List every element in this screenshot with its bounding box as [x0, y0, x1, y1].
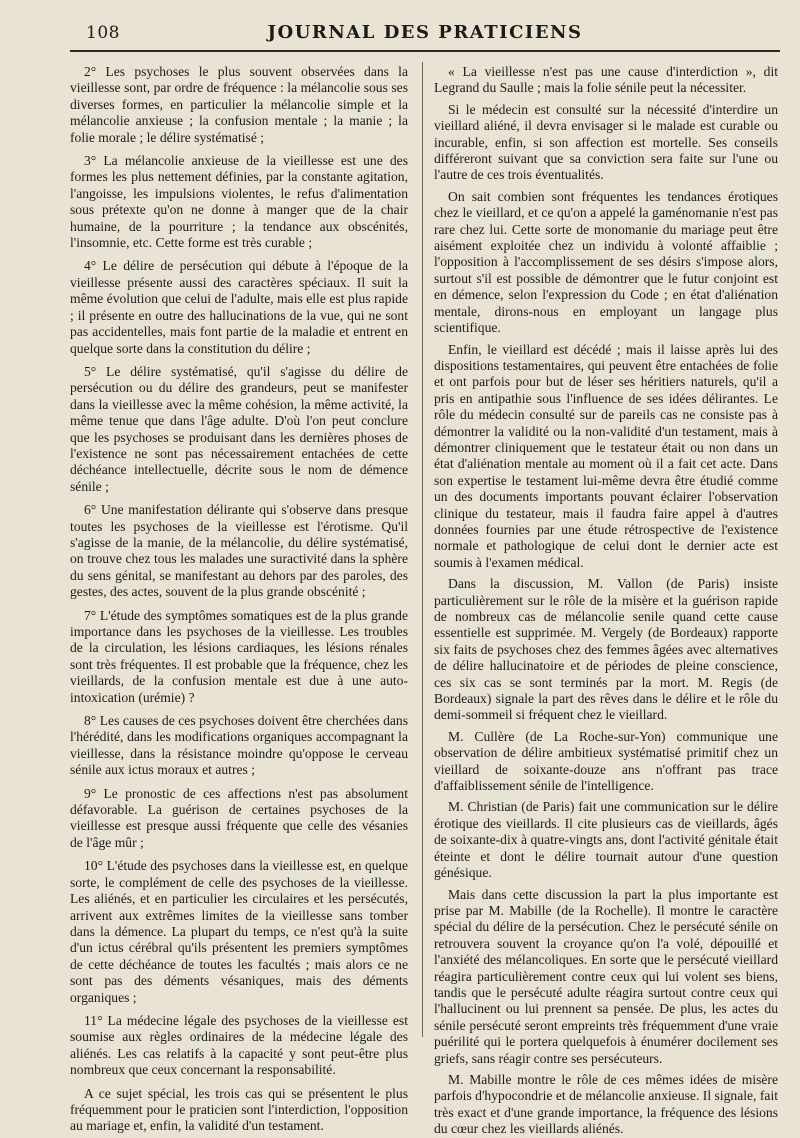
paragraph: On sait combien sont fréquentes les tendances érotiques chez le vieillard, et ce qu'on a appelé la gaménomanie n'est pas rare chez lui. Cette sorte de monomanie du mariage peut être aisément exploitée chez un individu à volonté affaiblie ; l'opposition à l'accomplissement de ses désirs s'impose alors, surtout s'il est possible de démontrer que le futur conjoint est en démence, selon l'expression du Code ; en état d'aliénation mentale, dirons-nous en employant un langage plus scientifique. — [434, 188, 778, 336]
header-rule — [70, 50, 780, 52]
paragraph: A ce sujet spécial, les trois cas qui se présentent le plus fréquemment pour le praticien sont l'interdiction, l'opposition au mariage et, enfin, la validité d'un testament. — [70, 1085, 408, 1134]
paragraph: 7° L'étude des symptômes somatiques est de la plus grande importance dans les psychoses de la vieillesse. Les troubles de la circulation, les lésions cardiaques, les lésions rénales sont très fréquentes. Il est probable que la fréquence, chez les vieillards, de la confusion mentale est due à une auto-intoxication (urémie) ? — [70, 607, 408, 705]
paragraph: 2° Les psychoses le plus souvent observées dans la vieillesse sont, par ordre de fréquence : la mélancolie sous ses diverses formes, en particulier la mélancolie simple et la mélancolie anxieuse ; la confusion mentale ; la manie ; la folie morale ; le délire systématisé ; — [70, 64, 408, 145]
paragraph: 10° L'étude des psychoses dans la vieillesse est, en quelque sorte, le complément de celle des psychoses de la vieillesse. Les aliénés, et en particulier les circulaires et les persécutés, arrivent aux extrêmes limites de la vieillesse sans tomber dans la démence. La plupart du temps, ce n'est qu'à la suite d'un ictus cérébral qu'ils présentent les premiers symptômes de cette déchéance de toutes les facultés ; mais alors ce ne sont pas des déments vésaniques, mais des déments organiques ; — [70, 858, 408, 1005]
journal-title: JOURNAL DES PRATICIENS — [267, 22, 583, 43]
paragraph: Mais dans cette discussion la part la plus importante est prise par M. Mabille (de la Rochelle). Il montre le caractère spécial du délire de la persécution. Chez le persécuté sénile on retrouvera souvent la croyance qu'on l'a volé, dépouillé et l'anxiété des mélancoliques. En sorte que le persécuté vieillard réagira particulièrement contre ceux qui lui volent ses biens, tandis que le persécuté adulte réagira surtout contre ceux qui l'hallucinent ou lui prennent sa pensée. De plus, les actes du sénile persécuté seront empreints très fréquemment d'une vraie puérilité qui le portera quelquefois à énumérer docilement ses griefs, sans réagir contre ses persécuteurs. — [434, 886, 778, 1066]
paragraph: 5° Le délire systématisé, qu'il s'agisse du délire de persécution ou du délire des grandeurs, peut se manifester dans la vieillesse avec la même cohésion, la même activité, la même tenue que dans l'âge adulte. D'où l'on peut conclure que les psychoses se produisant dans les dernières phoses de l'existence ne sont pas nécessairement entachées de cette déchéance intellectuelle, décrite sous le nom de démence sénile ; — [70, 363, 408, 494]
column-divider — [422, 62, 423, 1037]
paragraph: M. Cullère (de La Roche-sur-Yon) communique une observation de délire ambitieux systématisé primitif chez un vieillard de soixante-douze ans n'offrant pas trace d'affaiblissement sénile de l'intelligence. — [434, 728, 778, 794]
paragraph: 4° Le délire de persécution qui débute à l'époque de la vieillesse présente aussi des caractères spéciaux. Il suit la même évolution que celui de l'adulte, mais elle est plus rapide ; il présente en outre des hallucinations de la vue, qui ne sont pas accidentelles, mais font partie de la maladie et entrent en quelque sorte dans la constitution du délire ; — [70, 258, 408, 356]
left-column — [70, 64, 408, 1134]
page-header — [70, 20, 780, 46]
paragraph: Enfin, le vieillard est décédé ; mais il laisse après lui des dispositions testamentaires, qui peuvent être entachées de folie et ont parfois pour but de léser ses héritiers naturels, qu'il a pris en antipathie sous l'influence de ses idées délirantes. Le rôle du médecin consulté sur de pareils cas ne consiste pas à démontrer la validité ou la non-validité d'un testament, mais à démontrer cliniquement que le testateur était ou non dans un état d'aliénation mentale au moment où il a fait cet acte. Dans son expertise le testament lui-même devra être étudié comme un des documents importants pouvant éclairer l'observation clinique du testateur, mais il faudra faire appel à d'autres données fournies par une étude rétrospective de l'existence normale et pathologique de celui dont le dernier acte est soumis à l'examen médical. — [434, 341, 778, 570]
paragraph: M. Mabille montre le rôle de ces mêmes idées de misère parfois d'hypocondrie et de mélancolie anxieuse. Il signale, fait très exact et d'une grande importance, la fréquence des lésions du cœur chez les vieillards aliénés. — [434, 1071, 778, 1137]
paragraph: 9° Le pronostic de ces affections n'est pas absolument défavorable. La guérison de certaines psychoses de la vieillesse est presque aussi fréquente que celle des vésanies de l'âge mûr ; — [70, 785, 408, 850]
paragraph: « La vieillesse n'est pas une cause d'interdiction », dit Legrand du Saulle ; mais la folie sénile peut la nécessiter. — [434, 64, 778, 96]
right-column — [434, 64, 778, 1137]
paragraph: 3° La mélancolie anxieuse de la vieillesse est une des formes les plus nettement définies, par la constante agitation, l'angoisse, les impulsions violentes, le refus d'alimentation sous prétexte qu'on ne donne à manger que de la chair humaine, de la pourriture ; la tendance aux obscénités, l'insomnie, etc. Cette forme est très curable ; — [70, 153, 408, 251]
paragraph: Si le médecin est consulté sur la nécessité d'interdire un vieillard aliéné, il devra envisager si le malade est curable ou incurable, enfin, si son affection est mortelle. Ses conseils différeront suivant que sa conviction sera faite sur l'une ou l'autre de ces trois éventualités. — [434, 101, 778, 183]
paragraph: 8° Les causes de ces psychoses doivent être cherchées dans l'hérédité, dans les modifications organiques accompagnant la vieillesse, dans la résistance moindre qu'oppose le cerveau sénile aux ictus moraux et autres ; — [70, 713, 408, 778]
paragraph: Dans la discussion, M. Vallon (de Paris) insiste particulièrement sur le rôle de la misère et la guérison rapide de nombreux cas de mélancolie senile quand cette cause essentielle est supprimée. M. Vergely (de Bordeaux) rapporte six faits de psychoses chez des femmes âgées avec alternatives de délire hallucinatoire et de périodes de pleine conscience, ces six cas se sont terminés par la mort. M. Regis (de Bordeaux) signale la part des rêves dans le délire et le rôle du demi-sommeil si fréquent chez le vieillard. — [434, 576, 778, 723]
paragraph: 6° Une manifestation délirante qui s'observe dans presque toutes les psychoses de la vieillesse est l'érotisme. Qu'il s'agisse de la manie, de la mélancolie, du délire systématisé, on trouve chez tous les malades une suractivité dans la sphère du sens génital, se manifestant au dehors par des paroles, des gestes, des actes, souvent de la plus grande obscénité ; — [70, 502, 408, 600]
paragraph: M. Christian (de Paris) fait une communication sur le délire érotique des vieillards. Il cite plusieurs cas de vieillards, âgés de soixante-dix à quatre-vingts ans, dont l'activité génitale était éteinte et dont le délire tournait autour d'une question génésique. — [434, 799, 778, 881]
page-number: 108 — [86, 23, 120, 43]
paragraph: 11° La médecine légale des psychoses de la vieillesse est soumise aux règles ordinaires de la médecine légale des aliénés. Les cas relatifs à la capacité y sont peut-être plus nombreux que ceux concernant la responsabilité. — [70, 1012, 408, 1078]
